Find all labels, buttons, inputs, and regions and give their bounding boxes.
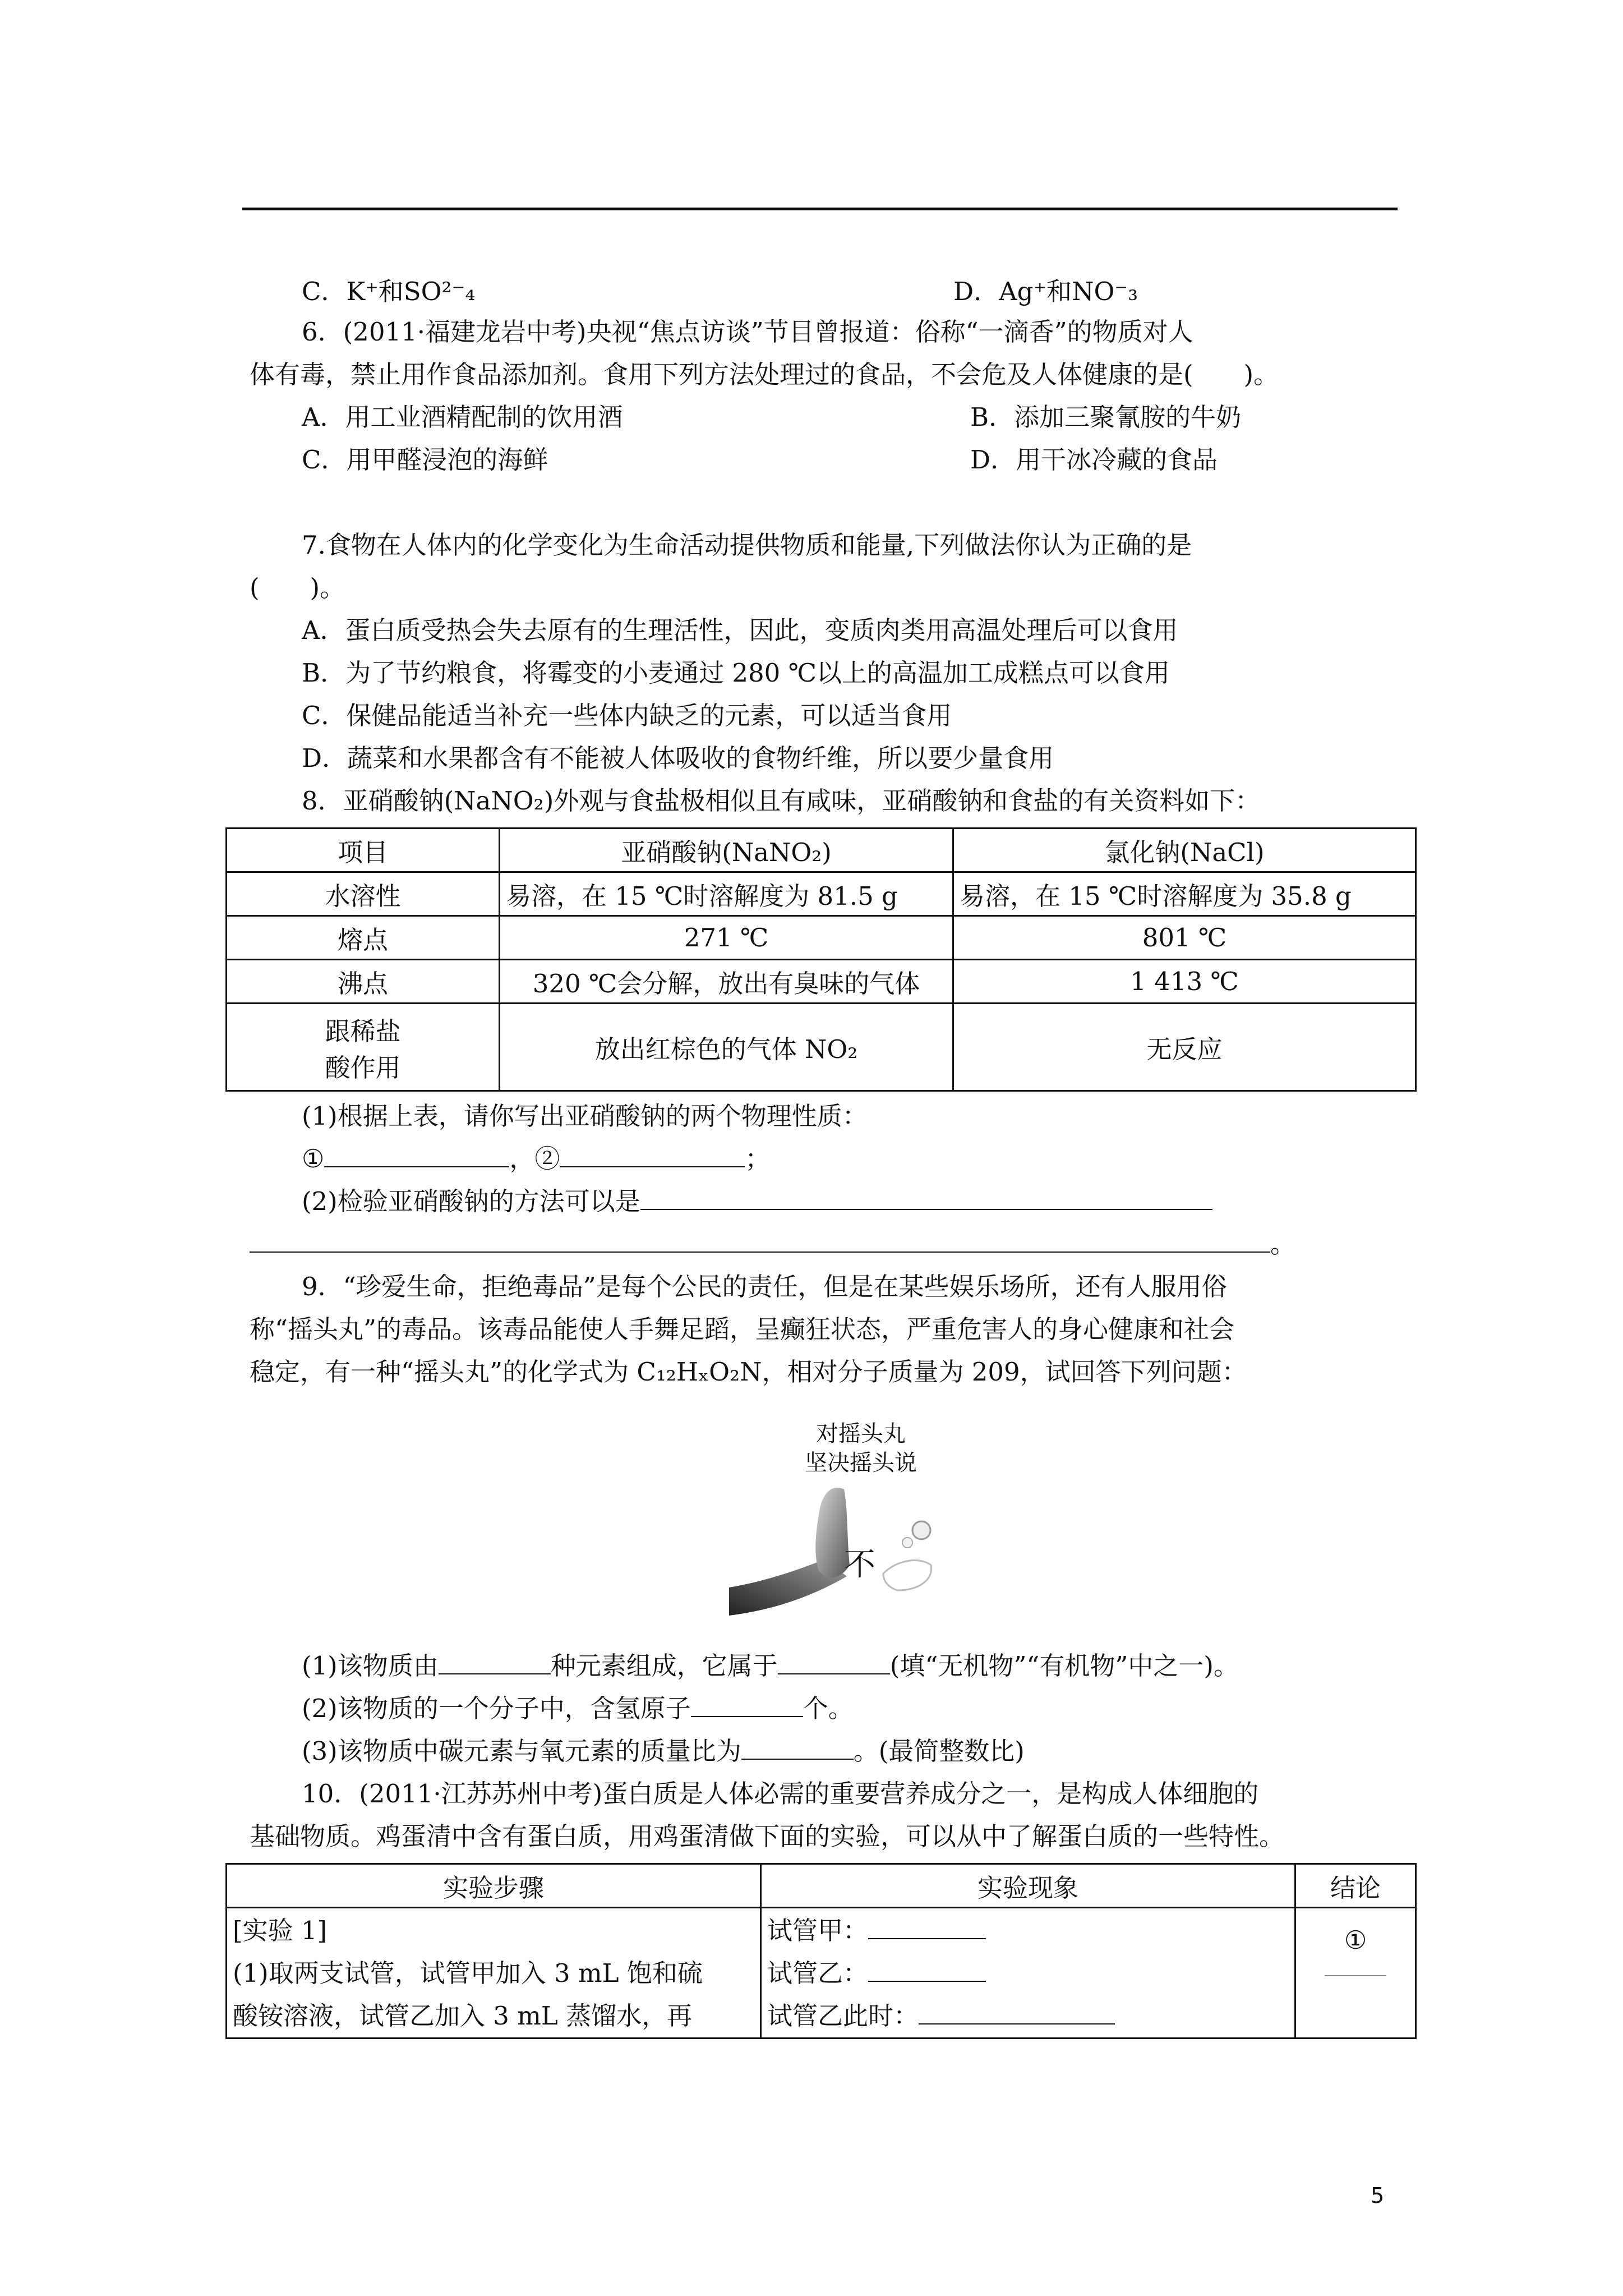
q8-cell: 水溶性: [227, 872, 500, 916]
q9-part3-text-b: 。(最简整数比): [853, 1736, 1025, 1766]
q6-stem-line2: 体有毒，禁止用作食品添加剂。食用下列方法处理过的食品，不会危及人体健康的是( )。: [250, 360, 1279, 389]
q7-stem-line2: ( )。: [250, 573, 345, 602]
q8-cell: 易溶，在 15 ℃时溶解度为 81.5 g: [500, 872, 953, 916]
q6-stem-line1: 6．(2011·福建龙岩中考)央视“焦点访谈”节目曾报道：俗称“一滴香”的物质对人: [302, 317, 1193, 347]
figure-no-text: 不: [844, 1547, 875, 1583]
q10-observation-2: [767, 1952, 1289, 1995]
q10-header-conclusion: 结论: [1295, 1864, 1416, 1908]
page-number: 5: [1371, 2183, 1385, 2208]
q7-option-b: B．为了节约粮食，将霉变的小麦通过 280 ℃以上的高温加工成糕点可以食用: [302, 658, 1170, 688]
q7-option-c: C．保健品能适当补充一些体内缺乏的元素，可以适当食用: [302, 701, 952, 730]
answer-blank[interactable]: [919, 2001, 1115, 2024]
answer-blank[interactable]: [640, 1186, 1212, 1210]
q10-stem-line2: 基础物质。鸡蛋清中含有蛋白质，用鸡蛋清做下面的实验，可以从中了解蛋白质的一些特性。: [250, 1821, 1285, 1851]
q8-part1-marker-a: ①: [302, 1144, 325, 1174]
answer-blank[interactable]: [250, 1229, 1270, 1253]
header-rule: [242, 208, 1398, 210]
q9-part1-text-a: (1)该物质由: [302, 1651, 439, 1681]
q8-cell: 易溶，在 15 ℃时溶解度为 35.8 g: [953, 872, 1416, 916]
answer-blank[interactable]: [439, 1651, 551, 1674]
answer-blank[interactable]: [560, 1144, 745, 1167]
q8-cell: 320 ℃会分解，放出有臭味的气体: [500, 960, 953, 1004]
answer-blank[interactable]: [691, 1694, 803, 1717]
q8-part2: [302, 1185, 1212, 1218]
q8-part1-answers: [302, 1142, 770, 1176]
q8-cell: 无反应: [953, 1004, 1416, 1091]
q8-cell: 801 ℃: [953, 916, 1416, 960]
q9-part3-text-a: (3)该物质中碳元素与氧元素的质量比为: [302, 1736, 741, 1766]
q10-table: [225, 1863, 1417, 2039]
q10-obs3-label: 试管乙此时：: [767, 2001, 919, 2031]
stop-hand-illustration: [729, 1475, 953, 1632]
q10-observation-cell: [761, 1908, 1295, 2039]
q9-part1-text-c: (填“无机物”“有机物”中之一)。: [889, 1651, 1239, 1681]
answer-blank[interactable]: [868, 1958, 986, 1982]
q8-part2-cont: [250, 1227, 1295, 1261]
q8-cell: 1 413 ℃: [953, 960, 1416, 1004]
answer-blank[interactable]: [778, 1651, 890, 1674]
q10-conclusion-marker: ①: [1344, 1925, 1367, 1955]
q8-cell: 放出红棕色的气体 NO₂: [500, 1004, 953, 1091]
q10-step-line3: 酸铵溶液，试管乙加入 3 mL 蒸馏水，再: [233, 2001, 693, 2031]
answer-blank[interactable]: [1325, 1970, 1386, 1976]
figure-caption-line2: 坚决摇头说: [805, 1450, 917, 1476]
q8-cell: 沸点: [227, 960, 500, 1004]
q8-header-nacl: 氯化钠(NaCl): [953, 829, 1416, 872]
q9-part3: [302, 1734, 1025, 1768]
q10-stem-line1: 10．(2011·江苏苏州中考)蛋白质是人体必需的重要营养成分之一，是构成人体细胞的: [302, 1779, 1259, 1809]
answer-blank[interactable]: [741, 1736, 854, 1760]
q6-option-c: C．用甲醛浸泡的海鲜: [302, 445, 548, 475]
answer-blank[interactable]: [324, 1144, 509, 1167]
table-row: [227, 1908, 1416, 2039]
q8-part1-marker-b: ，②: [509, 1144, 560, 1174]
q9-part2-text-b: 个。: [803, 1694, 854, 1723]
q10-conclusion-cell: [1295, 1908, 1416, 2039]
q5-option-d: D．Ag⁺和NO⁻₃: [953, 277, 1138, 306]
q8-intro: 8．亚硝酸钠(NaNO₂)外观与食盐极相似且有咸味，亚硝酸钠和食盐的有关资料如下：: [302, 786, 1261, 816]
table-row: [227, 960, 1416, 1004]
q9-stem-line2: 称“摇头丸”的毒品。该毒品能使人手舞足蹈，呈癫狂状态，严重危害人的身心健康和社会: [250, 1314, 1235, 1344]
q10-header-steps: 实验步骤: [227, 1864, 761, 1908]
q8-table: [225, 827, 1417, 1092]
q9-part2-text-a: (2)该物质的一个分子中，含氢原子: [302, 1694, 691, 1723]
q10-step-cell: [227, 1908, 761, 2039]
q9-stem-line3: 稳定，有一种“摇头丸”的化学式为 C₁₂HₓO₂N，相对分子质量为 209，试回答下列问题：: [250, 1357, 1247, 1387]
q7-stem-line1: 7.食物在人体内的化学变化为生命活动提供物质和能量,下列做法你认为正确的是: [302, 530, 1192, 560]
q8-part2-text: (2)检验亚硝酸钠的方法可以是: [302, 1186, 640, 1216]
q8-row4-label-line2: 酸作用: [325, 1052, 401, 1083]
table-row: [227, 872, 1416, 916]
q8-cell: 熔点: [227, 916, 500, 960]
q6-option-d: D．用干冰冷藏的食品: [970, 445, 1218, 475]
q6-option-a: A．用工业酒精配制的饮用酒: [302, 402, 623, 432]
figure-caption: [777, 1419, 945, 1478]
q10-observation-1: [767, 1910, 1289, 1952]
q7-option-a: A．蛋白质受热会失去原有的生理活性，因此，变质肉类用高温处理后可以食用: [302, 615, 1178, 645]
q8-header-nano2: 亚硝酸钠(NaNO₂): [500, 829, 953, 872]
q8-cell: [227, 1004, 500, 1091]
answer-blank[interactable]: [868, 1916, 986, 1939]
q8-part2-end: 。: [1270, 1229, 1296, 1259]
q10-table-header-row: [227, 1864, 1416, 1908]
q10-header-observations: 实验现象: [761, 1864, 1295, 1908]
q10-step-line1: [实验 1]: [233, 1916, 328, 1945]
q8-header-item: 项目: [227, 829, 500, 872]
q6-option-b: B．添加三聚氰胺的牛奶: [970, 402, 1242, 432]
q10-obs1-label: 试管甲：: [767, 1916, 869, 1945]
q10-step-line2: (1)取两支试管，试管甲加入 3 mL 饱和硫: [233, 1958, 703, 1988]
table-row: [227, 916, 1416, 960]
figure-caption-line1: 对摇头丸: [816, 1421, 906, 1447]
q8-row4-label-line1: 跟稀盐: [325, 1016, 401, 1046]
q9-part1-text-b: 种元素组成，它属于: [550, 1651, 778, 1681]
q10-observation-3: [767, 1995, 1289, 2037]
q9-stem-line1: 9．“珍爱生命，拒绝毒品”是每个公民的责任，但是在某些娱乐场所，还有人服用俗: [302, 1272, 1227, 1301]
q8-part1-end: ；: [745, 1144, 771, 1174]
q8-part1: (1)根据上表，请你写出亚硝酸钠的两个物理性质：: [302, 1101, 868, 1131]
q9-part1: [302, 1649, 1239, 1683]
q10-obs2-label: 试管乙：: [767, 1958, 869, 1988]
q5-option-c: C．K⁺和SO²⁻₄: [302, 277, 476, 306]
q8-table-header-row: [227, 829, 1416, 872]
table-row: [227, 1004, 1416, 1091]
q8-cell: 271 ℃: [500, 916, 953, 960]
q9-part2: [302, 1692, 854, 1726]
q7-option-d: D．蔬菜和水果都含有不能被人体吸收的食物纤维，所以要少量食用: [302, 743, 1054, 773]
